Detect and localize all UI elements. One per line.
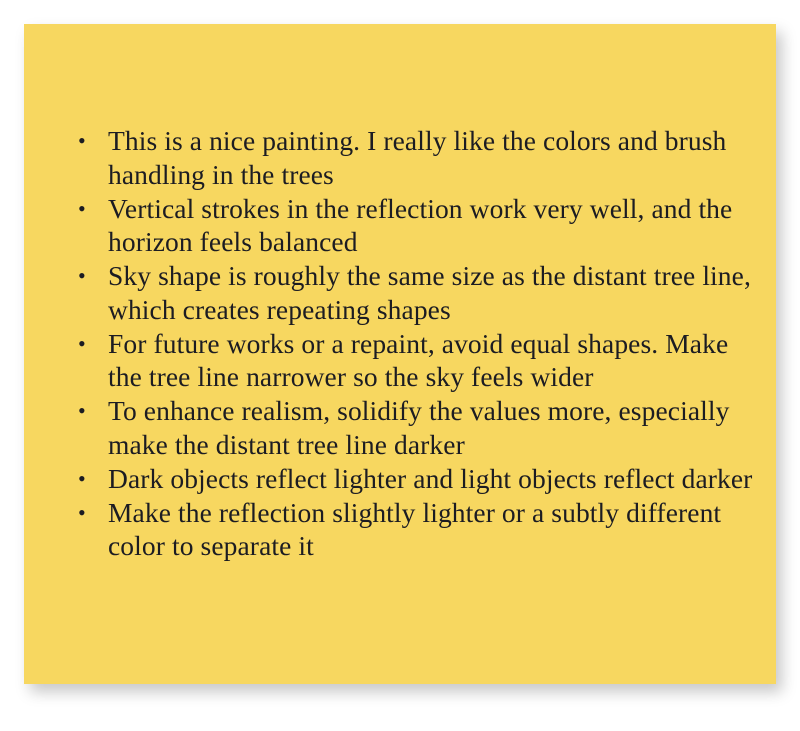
list-item — [70, 394, 756, 461]
list-item-text: For future works or a repaint, avoid equal shapes. Make the tree line narrower so the sky feels wider — [108, 327, 729, 392]
list-item — [70, 496, 756, 563]
sticky-note — [24, 24, 776, 684]
bullet-icon: • — [78, 330, 86, 356]
list-item-text: To enhance realism, solidify the values more, especially make the distant tree line darker — [108, 395, 730, 460]
list-item — [70, 327, 756, 394]
bullet-icon: • — [78, 499, 86, 525]
bullet-icon: • — [78, 195, 86, 221]
list-item — [70, 192, 756, 259]
list-item-text: Make the reflection slightly lighter or a subtly different color to separate it — [108, 496, 722, 561]
bullet-icon: • — [78, 128, 86, 153]
feedback-list — [70, 124, 756, 563]
list-item-text: Sky shape is roughly the same size as the distant tree line, which creates repeating shapes — [108, 260, 751, 325]
list-item — [70, 124, 756, 191]
list-item-text: Dark objects reflect lighter and light objects reflect darker — [108, 462, 753, 494]
list-item — [70, 259, 756, 326]
list-item — [70, 462, 756, 496]
bullet-icon: • — [78, 263, 86, 288]
list-item-text: This is a nice painting. I really like the colors and brush handling in the trees — [108, 125, 727, 190]
bullet-icon: • — [78, 398, 86, 423]
list-item-text: Vertical strokes in the reflection work very well, and the horizon feels balanced — [108, 192, 733, 257]
bullet-icon: • — [78, 465, 86, 491]
